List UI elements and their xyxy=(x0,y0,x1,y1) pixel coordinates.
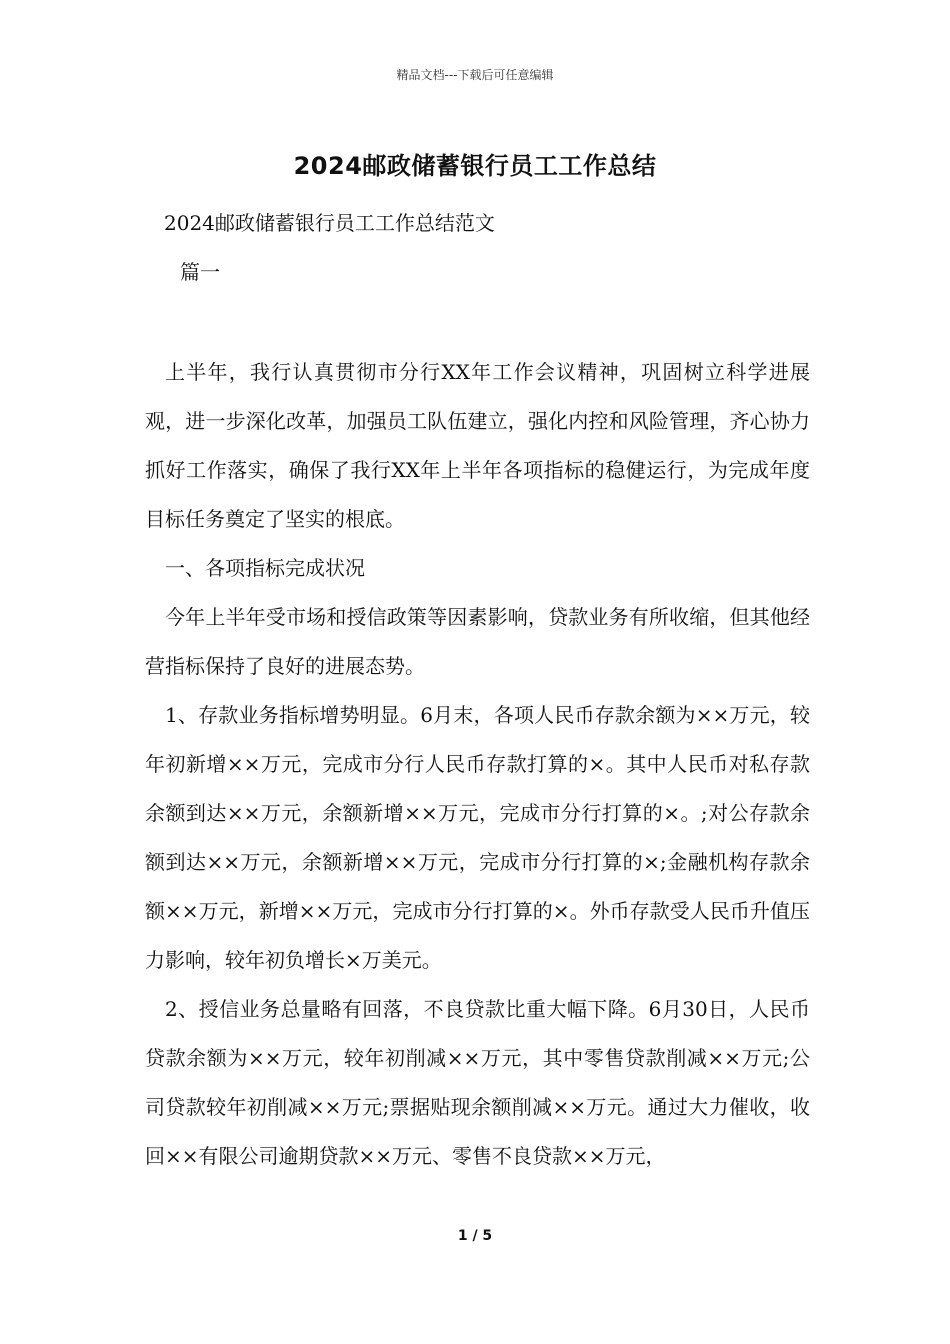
paragraph-heading: 一、各项指标完成状况 xyxy=(165,556,365,580)
paragraph: 1、存款业务指标增势明显。6月末，各项人民币存款余额为××万元，较年初新增××万元，完成市分行人民币存款打算的×。其中人民币对私存款余额到达××万元，余额新增××万元，完成市分行打算的×。;对公存款余额到达××万元，余额新增××万元，完成市分行打算的×;金融机构存款余额××万元，新增××万元，完成市分行打算的×。外币存款受人民币升值压力影响，较年初负增长×万美元。 xyxy=(145,703,810,972)
section-label: 篇一 xyxy=(180,260,220,284)
page-header: 精品文档---下载后可任意编辑 xyxy=(396,68,554,82)
paragraph: 今年上半年受市场和授信政策等因素影响，贷款业务有所收缩，但其他经营指标保持了良好的进展态势。 xyxy=(145,605,810,678)
page-number: 1 / 5 xyxy=(457,1228,493,1244)
document-body xyxy=(145,348,810,1181)
paragraph: 上半年，我行认真贯彻市分行XX年工作会议精神，巩固树立科学进展观，进一步深化改革，加强员工队伍建立，强化内控和风险管理，齐心协力抓好工作落实，确保了我行XX年上半年各项指标的稳健运行，为完成年度目标任务奠定了坚实的根底。 xyxy=(145,360,810,531)
document-title: 2024邮政储蓄银行员工工作总结 xyxy=(293,152,657,180)
paragraph: 2、授信业务总量略有回落，不良贷款比重大幅下降。6月30日，人民币贷款余额为××万元，较年初削减××万元，其中零售贷款削减××万元;公司贷款较年初削减××万元;票据贴现余额削减××万元。通过大力催收，收回××有限公司逾期贷款××万元、零售不良贷款××万元， xyxy=(145,997,810,1168)
document-subtitle: 2024邮政储蓄银行员工工作总结范文 xyxy=(164,211,495,235)
